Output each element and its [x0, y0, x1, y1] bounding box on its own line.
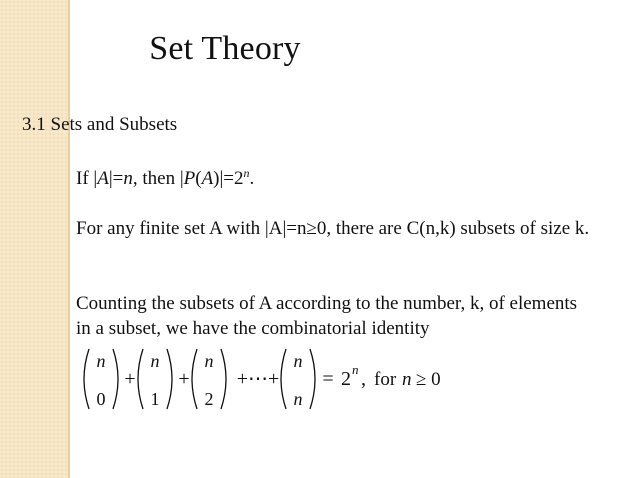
condition-for: for: [374, 369, 397, 390]
decorative-side-band: [0, 0, 68, 478]
combinatorial-statement: Counting the subsets of A according to the number, k, of elements in a subset, we have the combinatorial identity: [76, 293, 578, 339]
combinatorial-identity-formula: [76, 345, 476, 413]
var-a: A: [97, 168, 109, 189]
binomial-term: [281, 349, 315, 409]
binomial-term: [192, 349, 226, 409]
abs-eq: |=: [108, 168, 124, 189]
binomial-top: n: [150, 351, 160, 371]
binomial-top: n: [96, 351, 106, 371]
binomial-bottom: 2: [204, 389, 214, 409]
equals-sign: =: [322, 368, 334, 390]
binomial-term: [138, 349, 172, 409]
binomial-bottom: 1: [150, 389, 160, 409]
subset-count-statement: For any finite set A with |A|=n≥0, there are C(n,k) subsets of size k.: [76, 218, 590, 239]
slide-title: Set Theory: [149, 30, 301, 67]
exponent-n: n: [243, 166, 250, 180]
side-band-edge: [68, 0, 70, 478]
binomial-top: n: [204, 351, 214, 371]
then-text: , then |: [132, 168, 184, 189]
ellipsis-plus: +⋯+: [236, 368, 280, 390]
paren-close-eq: )|=2: [213, 168, 244, 189]
binomial-bottom: 0: [96, 389, 106, 409]
var-p: P: [183, 168, 196, 189]
if-word: If: [76, 168, 94, 189]
var-a-inner: A: [201, 168, 214, 189]
binomial-top: n: [293, 351, 303, 371]
condition-relation: ≥ 0: [416, 369, 441, 390]
plus-sign: +: [178, 368, 190, 390]
comma: ,: [361, 368, 366, 390]
abs-bar: |: [93, 168, 98, 189]
plus-sign: +: [124, 368, 136, 390]
binomial-bottom: n: [293, 389, 303, 409]
power-set-statement: [76, 166, 254, 191]
condition-var: n: [402, 369, 412, 390]
rhs-exponent: n: [352, 362, 359, 377]
var-n: n: [123, 168, 133, 189]
period: .: [249, 168, 255, 189]
rhs-base: 2: [341, 368, 351, 390]
section-heading: 3.1 Sets and Subsets: [22, 114, 178, 135]
paren-open: (: [195, 168, 202, 189]
binomial-term: [84, 349, 118, 409]
